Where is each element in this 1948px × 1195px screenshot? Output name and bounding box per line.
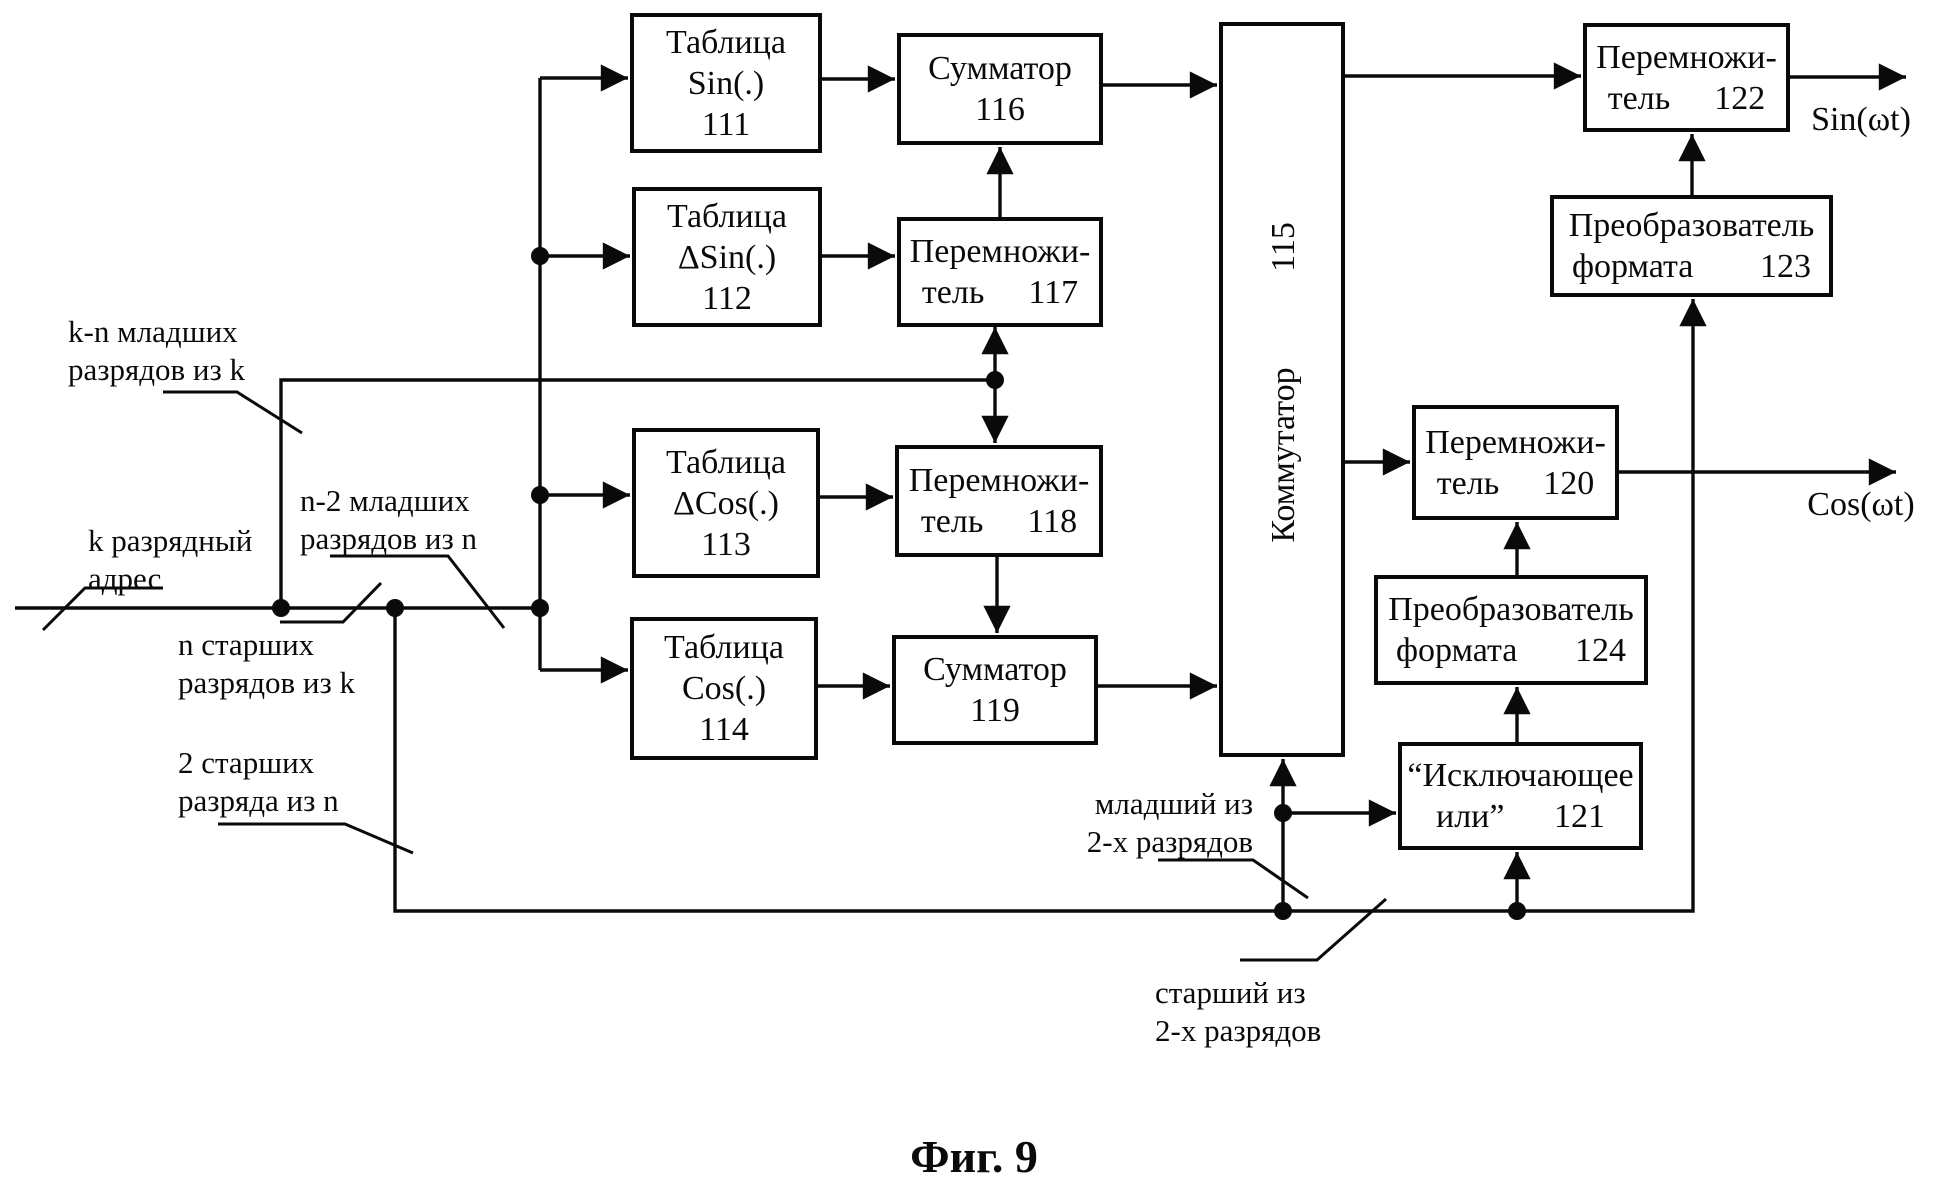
block-114-number: 114 <box>699 711 749 748</box>
callout-low-of-two <box>1158 860 1308 898</box>
block-multiplier-122 <box>1583 23 1790 132</box>
label-n2-low-bits: n-2 младших разрядов из n <box>300 483 478 556</box>
label-k-bit-address: k разрядный адрес <box>88 523 253 596</box>
block-117-line1: Перемножи- <box>909 233 1091 270</box>
block-112-number: 112 <box>702 279 752 317</box>
block-118-line2: тель 118 <box>920 503 1078 540</box>
block-122-line1: Перемножи- <box>1596 38 1777 76</box>
label-n-high-bits: n старших разрядов из k <box>178 627 356 700</box>
block-multiplier-120 <box>1412 405 1619 520</box>
block-121-line1: “Исключающее <box>1407 757 1634 794</box>
block-format-converter-123 <box>1550 195 1833 297</box>
block-multiplier-118 <box>895 445 1103 557</box>
label-msb-of-two: старший из 2-х разрядов <box>1155 975 1322 1048</box>
block-114-line1: Таблица <box>664 629 784 666</box>
block-table-dsin-112 <box>632 187 822 327</box>
block-multiplier-117 <box>897 217 1103 327</box>
block-112-line1: Таблица <box>667 197 787 235</box>
block-111-line1: Таблица <box>666 23 786 61</box>
block-119-line1: Сумматор <box>923 651 1067 688</box>
block-111-line2: Sin(.) <box>687 64 765 102</box>
block-124-line1: Преобразователь <box>1388 591 1634 628</box>
block-115-label: Коммутатор <box>1265 367 1302 543</box>
label-kn-low-bits: k-n младших разрядов из k <box>68 314 246 387</box>
block-115-number: 115 <box>1265 222 1302 272</box>
block-118-line1: Перемножи- <box>908 462 1090 499</box>
block-112-line2: ΔSin(.) <box>677 238 777 276</box>
block-123-line1: Преобразователь <box>1568 207 1815 244</box>
label-two-high-bits: 2 старших разряда из n <box>178 745 339 818</box>
label-sin-output: Sin(ωt) <box>1811 101 1911 138</box>
block-120-line2: тель 120 <box>1436 464 1595 502</box>
block-116-line1: Сумматор <box>928 50 1072 87</box>
block-table-cos-114 <box>630 617 818 760</box>
block-111-number: 111 <box>701 105 751 143</box>
block-adder-119 <box>892 635 1098 745</box>
block-119-number: 119 <box>970 692 1020 729</box>
block-table-dcos-113 <box>632 428 820 578</box>
block-114-line2: Cos(.) <box>681 670 767 707</box>
block-113-line2: ΔCos(.) <box>673 484 779 522</box>
block-116-number: 116 <box>975 91 1025 128</box>
figure-caption: Фиг. 9 <box>910 1131 1038 1182</box>
block-121-line2: или” 121 <box>1436 798 1605 835</box>
block-122-line2: тель 122 <box>1607 79 1766 117</box>
block-adder-116 <box>897 33 1103 145</box>
callout-two-high <box>218 824 413 853</box>
callout-n2-low <box>330 556 504 628</box>
block-123-line2: формата 123 <box>1572 248 1811 285</box>
block-xor-121 <box>1398 742 1643 850</box>
block-124-line2: формата 124 <box>1396 632 1626 669</box>
callout-high-of-two <box>1240 899 1386 960</box>
label-cos-output: Cos(ωt) <box>1807 486 1915 523</box>
block-113-number: 113 <box>701 525 751 563</box>
block-format-converter-124 <box>1374 575 1648 685</box>
block-117-line2: тель 117 <box>921 274 1079 311</box>
callout-n-high <box>280 583 381 622</box>
block-table-sin-111 <box>630 13 822 153</box>
block-120-line1: Перемножи- <box>1425 423 1606 461</box>
block-113-line1: Таблица <box>666 443 786 481</box>
label-lsb-of-two: младший из 2-х разрядов <box>1086 786 1253 859</box>
